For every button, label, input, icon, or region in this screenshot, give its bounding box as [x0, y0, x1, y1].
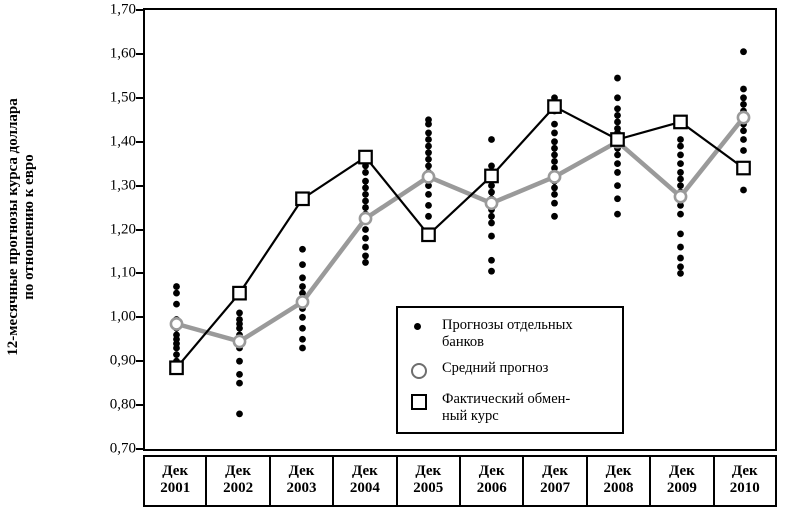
scatter-dot — [488, 213, 495, 220]
scatter-dot — [551, 121, 558, 128]
x-axis-category-line2: 2010 — [729, 480, 760, 496]
scatter-dot — [425, 213, 432, 220]
y-axis-tick-mark — [136, 229, 143, 231]
x-axis-category-line2: 2003 — [286, 480, 317, 496]
scatter-dot — [299, 325, 306, 332]
legend-label-line1: Средний прогноз — [442, 360, 549, 376]
y-axis-tick-mark — [136, 272, 143, 274]
scatter-dot — [362, 184, 369, 191]
scatter-dot — [362, 226, 369, 233]
open-circle-icon — [411, 363, 427, 379]
scatter-dot — [425, 202, 432, 209]
scatter-dot — [488, 268, 495, 275]
scatter-dot — [614, 169, 621, 176]
scatter-dot — [299, 261, 306, 268]
x-axis-category-line2: 2009 — [666, 480, 697, 496]
actual-rate-marker — [674, 116, 687, 129]
x-axis-category-line2: 2001 — [160, 480, 191, 496]
y-axis-tick-label: 0,70 — [109, 440, 136, 457]
mean-forecast-marker — [360, 213, 371, 224]
y-axis-tick-mark — [136, 404, 143, 406]
scatter-dot — [677, 182, 684, 189]
x-axis-category-line1: Дек — [288, 463, 315, 479]
scatter-dot — [740, 147, 747, 154]
actual-rate-marker — [233, 287, 246, 300]
x-axis-category-line1: Дек — [478, 463, 505, 479]
scatter-dot — [236, 310, 243, 317]
x-axis-category-line2: 2007 — [540, 480, 571, 496]
y-axis-tick-mark — [136, 141, 143, 143]
scatter-dot — [677, 136, 684, 143]
y-axis-tick-mark — [136, 360, 143, 362]
mean-forecast-marker — [234, 336, 245, 347]
scatter-dot — [173, 301, 180, 308]
scatter-dot — [425, 143, 432, 150]
x-axis-category — [460, 455, 523, 507]
y-axis-tick-label: 0,80 — [109, 396, 136, 413]
scatter-dot — [614, 182, 621, 189]
scatter-dot — [677, 169, 684, 176]
actual-rate-marker — [485, 170, 498, 183]
actual-rate-marker — [170, 362, 183, 375]
scatter-dot — [614, 211, 621, 218]
mean-forecast-marker — [738, 112, 749, 123]
scatter-dot — [236, 380, 243, 387]
legend-item-bank-forecasts — [408, 317, 616, 351]
actual-rate-marker — [548, 100, 561, 113]
x-axis-category — [206, 455, 269, 507]
x-axis-category — [714, 455, 777, 507]
y-axis-title-line2: по отношению к евро — [21, 154, 37, 300]
y-axis-tick-label: 1,40 — [109, 133, 136, 150]
scatter-dot — [677, 255, 684, 262]
scatter-dot — [614, 195, 621, 202]
scatter-dot — [173, 345, 180, 352]
y-axis-tick-label: 1,60 — [109, 45, 136, 62]
scatter-dot — [362, 252, 369, 259]
scatter-dot — [551, 138, 558, 145]
actual-rate-marker — [359, 151, 372, 164]
scatter-dot — [614, 105, 621, 112]
scatter-dot — [173, 290, 180, 297]
scatter-dot — [425, 149, 432, 156]
scatter-dot — [740, 187, 747, 194]
scatter-dot — [362, 178, 369, 185]
x-axis-category — [270, 455, 333, 507]
scatter-dot — [614, 119, 621, 126]
legend-item-actual-rate — [408, 391, 616, 425]
scatter-dot — [425, 136, 432, 143]
mean-forecast-marker — [675, 191, 686, 202]
scatter-dot — [236, 371, 243, 378]
x-axis-category-line2: 2002 — [223, 480, 254, 496]
x-axis-categories — [143, 455, 777, 507]
scatter-dot — [740, 48, 747, 55]
actual-rate-marker — [422, 229, 435, 242]
scatter-dot — [677, 151, 684, 158]
scatter-dot — [362, 204, 369, 211]
y-axis-tick-mark — [136, 97, 143, 99]
scatter-dot — [551, 151, 558, 158]
scatter-dot — [740, 94, 747, 101]
scatter-dot — [551, 200, 558, 207]
scatter-dot — [740, 86, 747, 93]
scatter-dot — [551, 158, 558, 165]
actual-rate-marker — [737, 162, 750, 175]
scatter-dot — [614, 94, 621, 101]
y-axis-tick-label: 1,70 — [109, 1, 136, 18]
y-axis-title-line1: 12-месячные прогнозы курса доллара — [5, 98, 21, 356]
y-axis-tick-mark — [136, 316, 143, 318]
filled-dot-icon — [414, 323, 421, 330]
scatter-dot — [362, 198, 369, 205]
x-axis-category-line1: Дек — [668, 463, 695, 479]
scatter-dot — [677, 211, 684, 218]
scatter-dot — [677, 160, 684, 167]
scatter-dot — [488, 233, 495, 240]
scatter-dot — [740, 136, 747, 143]
scatter-dot — [677, 230, 684, 237]
mean-forecast-marker — [297, 296, 308, 307]
scatter-dot — [488, 220, 495, 227]
scatter-dot — [299, 246, 306, 253]
scatter-dot — [677, 263, 684, 270]
x-axis-category-line1: Дек — [731, 463, 758, 479]
scatter-dot — [425, 121, 432, 128]
scatter-dot — [362, 244, 369, 251]
scatter-dot — [362, 169, 369, 176]
scatter-dot — [425, 162, 432, 169]
scatter-dot — [173, 351, 180, 358]
scatter-dot — [488, 136, 495, 143]
chart-legend — [396, 306, 624, 434]
legend-label-line2: банков — [442, 334, 484, 350]
scatter-dot — [740, 101, 747, 108]
y-axis-tick-label: 1,20 — [109, 221, 136, 237]
actual-rate-marker — [296, 193, 309, 206]
scatter-dot — [614, 112, 621, 119]
x-axis-category-line2: 2004 — [349, 480, 380, 496]
x-axis-category — [523, 455, 586, 507]
scatter-dot — [299, 336, 306, 343]
x-axis-category — [650, 455, 713, 507]
x-axis-category-line1: Дек — [415, 463, 442, 479]
scatter-dot — [236, 358, 243, 365]
y-axis-title — [5, 2, 37, 452]
x-axis-category-line1: Дек — [162, 463, 189, 479]
x-axis-category-line2: 2005 — [413, 480, 444, 496]
mean-forecast-marker — [486, 198, 497, 209]
mean-forecast-marker — [549, 171, 560, 182]
mean-forecast-marker — [423, 171, 434, 182]
y-axis-tick-mark — [136, 53, 143, 55]
scatter-dot — [677, 143, 684, 150]
scatter-dot — [677, 176, 684, 183]
x-axis-category-line2: 2006 — [476, 480, 507, 496]
scatter-dot — [614, 75, 621, 82]
scatter-dot — [425, 156, 432, 163]
y-axis-tick-label: 1,50 — [109, 89, 136, 106]
scatter-dot — [551, 184, 558, 191]
scatter-dot — [488, 257, 495, 264]
x-axis-category — [397, 455, 460, 507]
scatter-dot — [488, 162, 495, 169]
scatter-dot — [425, 191, 432, 198]
scatter-dot — [362, 191, 369, 198]
scatter-dot — [551, 191, 558, 198]
scatter-dot — [236, 410, 243, 417]
x-axis-category — [333, 455, 396, 507]
y-axis-tick-label: 1,30 — [109, 177, 136, 194]
legend-label-line1: Фактический обмен- — [442, 391, 571, 407]
scatter-dot — [551, 130, 558, 137]
scatter-dot — [362, 259, 369, 266]
scatter-dot — [614, 160, 621, 167]
y-axis-tick-label: 1,10 — [109, 264, 136, 281]
y-axis-tick-mark — [136, 185, 143, 187]
scatter-dot — [614, 151, 621, 158]
x-axis-category — [587, 455, 650, 507]
scatter-dot — [173, 283, 180, 290]
y-axis-tick-label: 1,00 — [109, 308, 136, 325]
actual-rate-marker — [611, 133, 624, 146]
legend-label-line2: ный курс — [442, 408, 499, 424]
scatter-dot — [299, 345, 306, 352]
x-axis-category — [143, 455, 206, 507]
x-axis-category-line1: Дек — [605, 463, 632, 479]
scatter-dot — [551, 213, 558, 220]
open-square-icon — [411, 394, 427, 410]
scatter-dot — [677, 270, 684, 277]
x-axis-category-line1: Дек — [542, 463, 568, 479]
y-axis-tick-mark — [136, 9, 143, 11]
y-axis-tick-mark — [136, 448, 143, 450]
scatter-dot — [488, 189, 495, 196]
mean-forecast-marker — [171, 318, 182, 329]
scatter-dot — [677, 244, 684, 251]
scatter-dot — [299, 283, 306, 290]
x-axis-category-line1: Дек — [225, 463, 251, 479]
x-axis-category-line1: Дек — [351, 463, 378, 479]
scatter-dot — [425, 130, 432, 137]
legend-item-mean-forecast — [408, 360, 616, 382]
scatter-dot — [551, 145, 558, 152]
scatter-dot — [299, 274, 306, 281]
scatter-dot — [299, 314, 306, 321]
y-axis-tick-label: 0,90 — [109, 352, 136, 369]
scatter-dot — [236, 325, 243, 332]
x-axis-category-line2: 2008 — [603, 480, 634, 496]
scatter-dot — [740, 127, 747, 134]
scatter-dot — [362, 235, 369, 242]
legend-label-line1: Прогнозы отдельных — [442, 317, 573, 333]
